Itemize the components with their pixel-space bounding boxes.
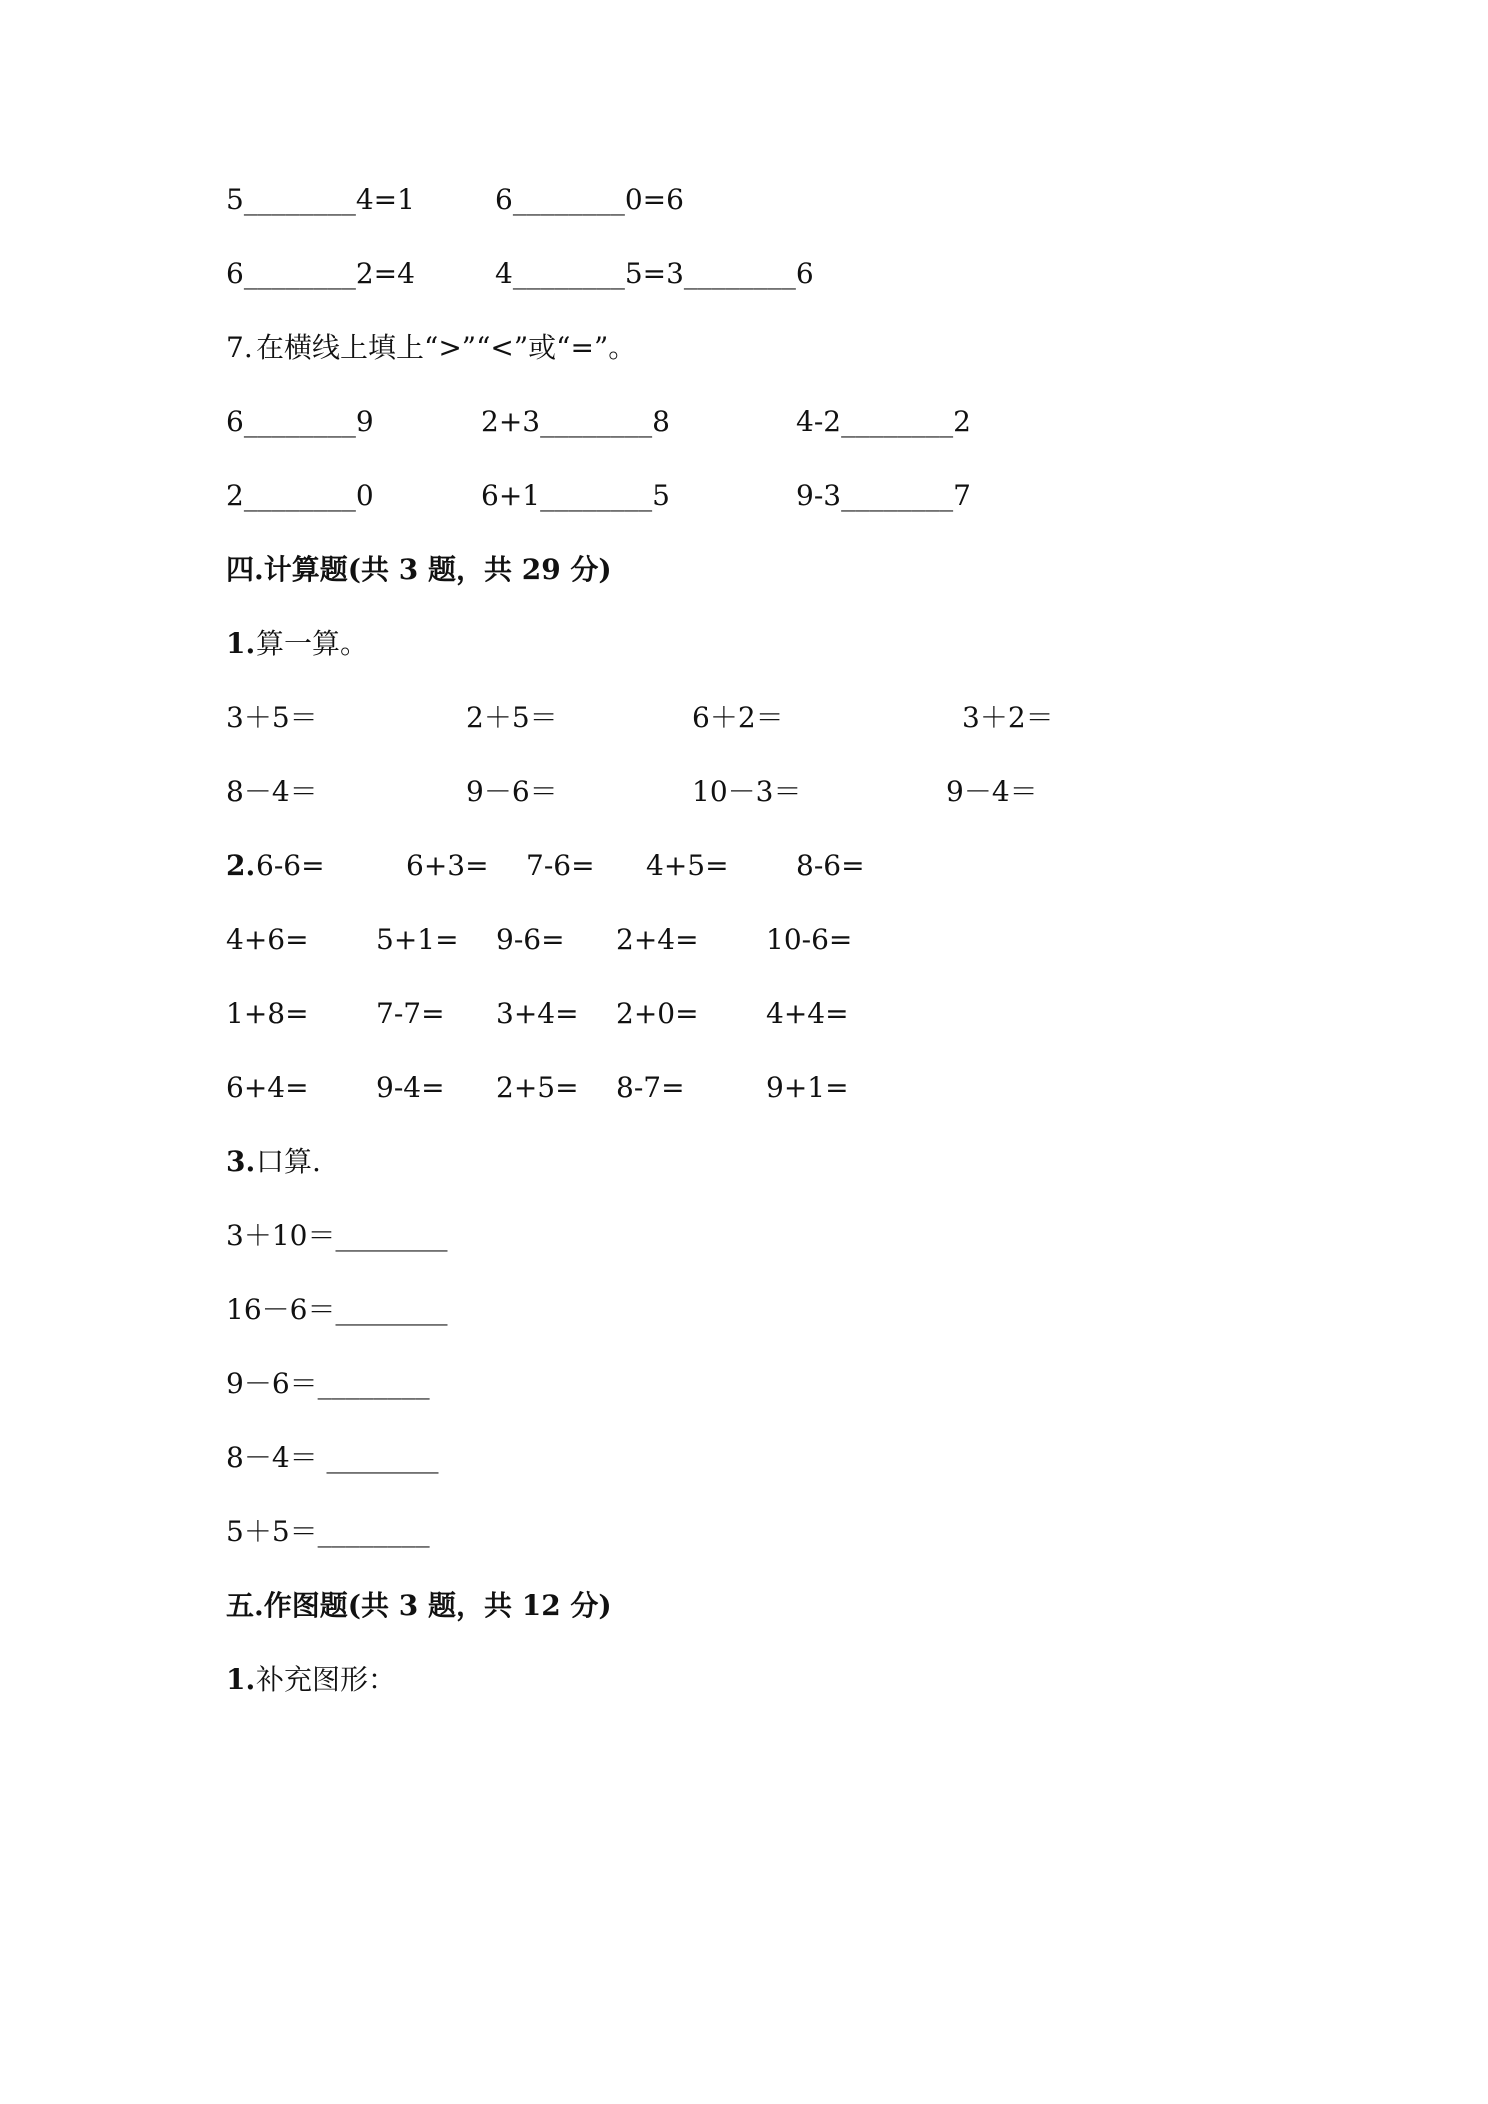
q7-prompt <box>0 328 1488 368</box>
calc-expression: 3＋2＝ <box>962 701 1054 734</box>
calc-expression: 7-6= <box>526 849 595 882</box>
fill-expression: 6________0=6 <box>495 183 684 216</box>
s5-q1-text: 补充图形： <box>256 1663 397 1696</box>
calc-expression: 9-4= <box>376 1071 445 1104</box>
s4-q3-number: 3. <box>226 1145 256 1178</box>
compare-expression: 6+1________5 <box>481 479 670 512</box>
mental-calc-expression: 8－4＝ ________ <box>226 1441 439 1474</box>
calc-expression: 1+8= <box>226 997 309 1030</box>
fill-expression: 6________2=4 <box>226 257 415 290</box>
calc-expression: 4+6= <box>226 923 309 956</box>
calc-expression: 3＋5＝ <box>226 701 318 734</box>
s4-q3-prompt <box>0 1142 1488 1182</box>
mental-calc-expression: 16－6＝________ <box>226 1293 448 1326</box>
mental-calc-expression: 9－6＝________ <box>226 1367 430 1400</box>
calc-expression: 6-6= <box>256 849 325 882</box>
s4-q1-number: 1. <box>226 627 256 660</box>
s5-q1-prompt <box>0 1660 1488 1700</box>
mental-calc-expression: 5＋5＝________ <box>226 1515 430 1548</box>
calc-expression: 9+1= <box>766 1071 849 1104</box>
s4-q1-row-1 <box>0 698 1488 738</box>
compare-expression: 2+3________8 <box>481 405 670 438</box>
calc-expression: 4+4= <box>766 997 849 1030</box>
calc-expression: 7-7= <box>376 997 445 1030</box>
calc-expression: 9－4＝ <box>946 775 1038 808</box>
calc-expression: 2+4= <box>616 923 699 956</box>
calc-expression: 8-7= <box>616 1071 685 1104</box>
s4-q1-text: 算一算。 <box>256 627 369 660</box>
calc-expression: 9－6＝ <box>466 775 558 808</box>
calc-expression: 9-6= <box>496 923 565 956</box>
calc-expression: 5+1= <box>376 923 459 956</box>
calc-expression: 2+5= <box>496 1071 579 1104</box>
q7-row-2 <box>0 476 1488 516</box>
s4-q3-text: 口算. <box>256 1145 321 1178</box>
calc-expression: 2＋5＝ <box>466 701 558 734</box>
s4-q2-row-4 <box>0 1068 1488 1108</box>
s4-q2-number: 2. <box>226 849 256 882</box>
calc-expression: 2+0= <box>616 997 699 1030</box>
s4-q3-line-4 <box>0 1438 1488 1478</box>
section-title: 四.计算题(共 3 题，共 29 分) <box>226 553 612 586</box>
s4-q2-row-2 <box>0 920 1488 960</box>
compare-expression: 6________9 <box>226 405 374 438</box>
compare-expression: 4-2________2 <box>796 405 971 438</box>
mental-calc-expression: 3＋10＝________ <box>226 1219 448 1252</box>
s4-q3-line-3 <box>0 1364 1488 1404</box>
fill-row-2 <box>0 254 1488 294</box>
s4-q3-line-2 <box>0 1290 1488 1330</box>
s4-q2-row-1 <box>0 846 1488 886</box>
q7-text: 在横线上填上“>”“<”或“=”。 <box>256 331 637 364</box>
compare-expression: 9-3________7 <box>796 479 971 512</box>
s4-q1-row-2 <box>0 772 1488 812</box>
calc-expression: 10－3＝ <box>692 775 802 808</box>
section-title: 五.作图题(共 3 题，共 12 分) <box>226 1589 612 1622</box>
s4-q1-prompt <box>0 624 1488 664</box>
fill-row-1 <box>0 180 1488 220</box>
section-4-heading <box>0 550 1488 590</box>
compare-expression: 2________0 <box>226 479 374 512</box>
fill-expression: 4________5=3________6 <box>495 257 814 290</box>
q7-number: 7. <box>226 331 253 364</box>
calc-expression: 8-6= <box>796 849 865 882</box>
calc-expression: 3+4= <box>496 997 579 1030</box>
calc-expression: 6＋2＝ <box>692 701 784 734</box>
section-5-heading <box>0 1586 1488 1626</box>
calc-expression: 6+3= <box>406 849 489 882</box>
s5-q1-number: 1. <box>226 1663 256 1696</box>
calc-expression: 4+5= <box>646 849 729 882</box>
calc-expression: 6+4= <box>226 1071 309 1104</box>
calc-expression: 8－4＝ <box>226 775 318 808</box>
fill-expression: 5________4=1 <box>226 183 415 216</box>
s4-q3-line-1 <box>0 1216 1488 1256</box>
s4-q3-line-5 <box>0 1512 1488 1552</box>
q7-row-1 <box>0 402 1488 442</box>
s4-q2-row-3 <box>0 994 1488 1034</box>
calc-expression: 10-6= <box>766 923 853 956</box>
